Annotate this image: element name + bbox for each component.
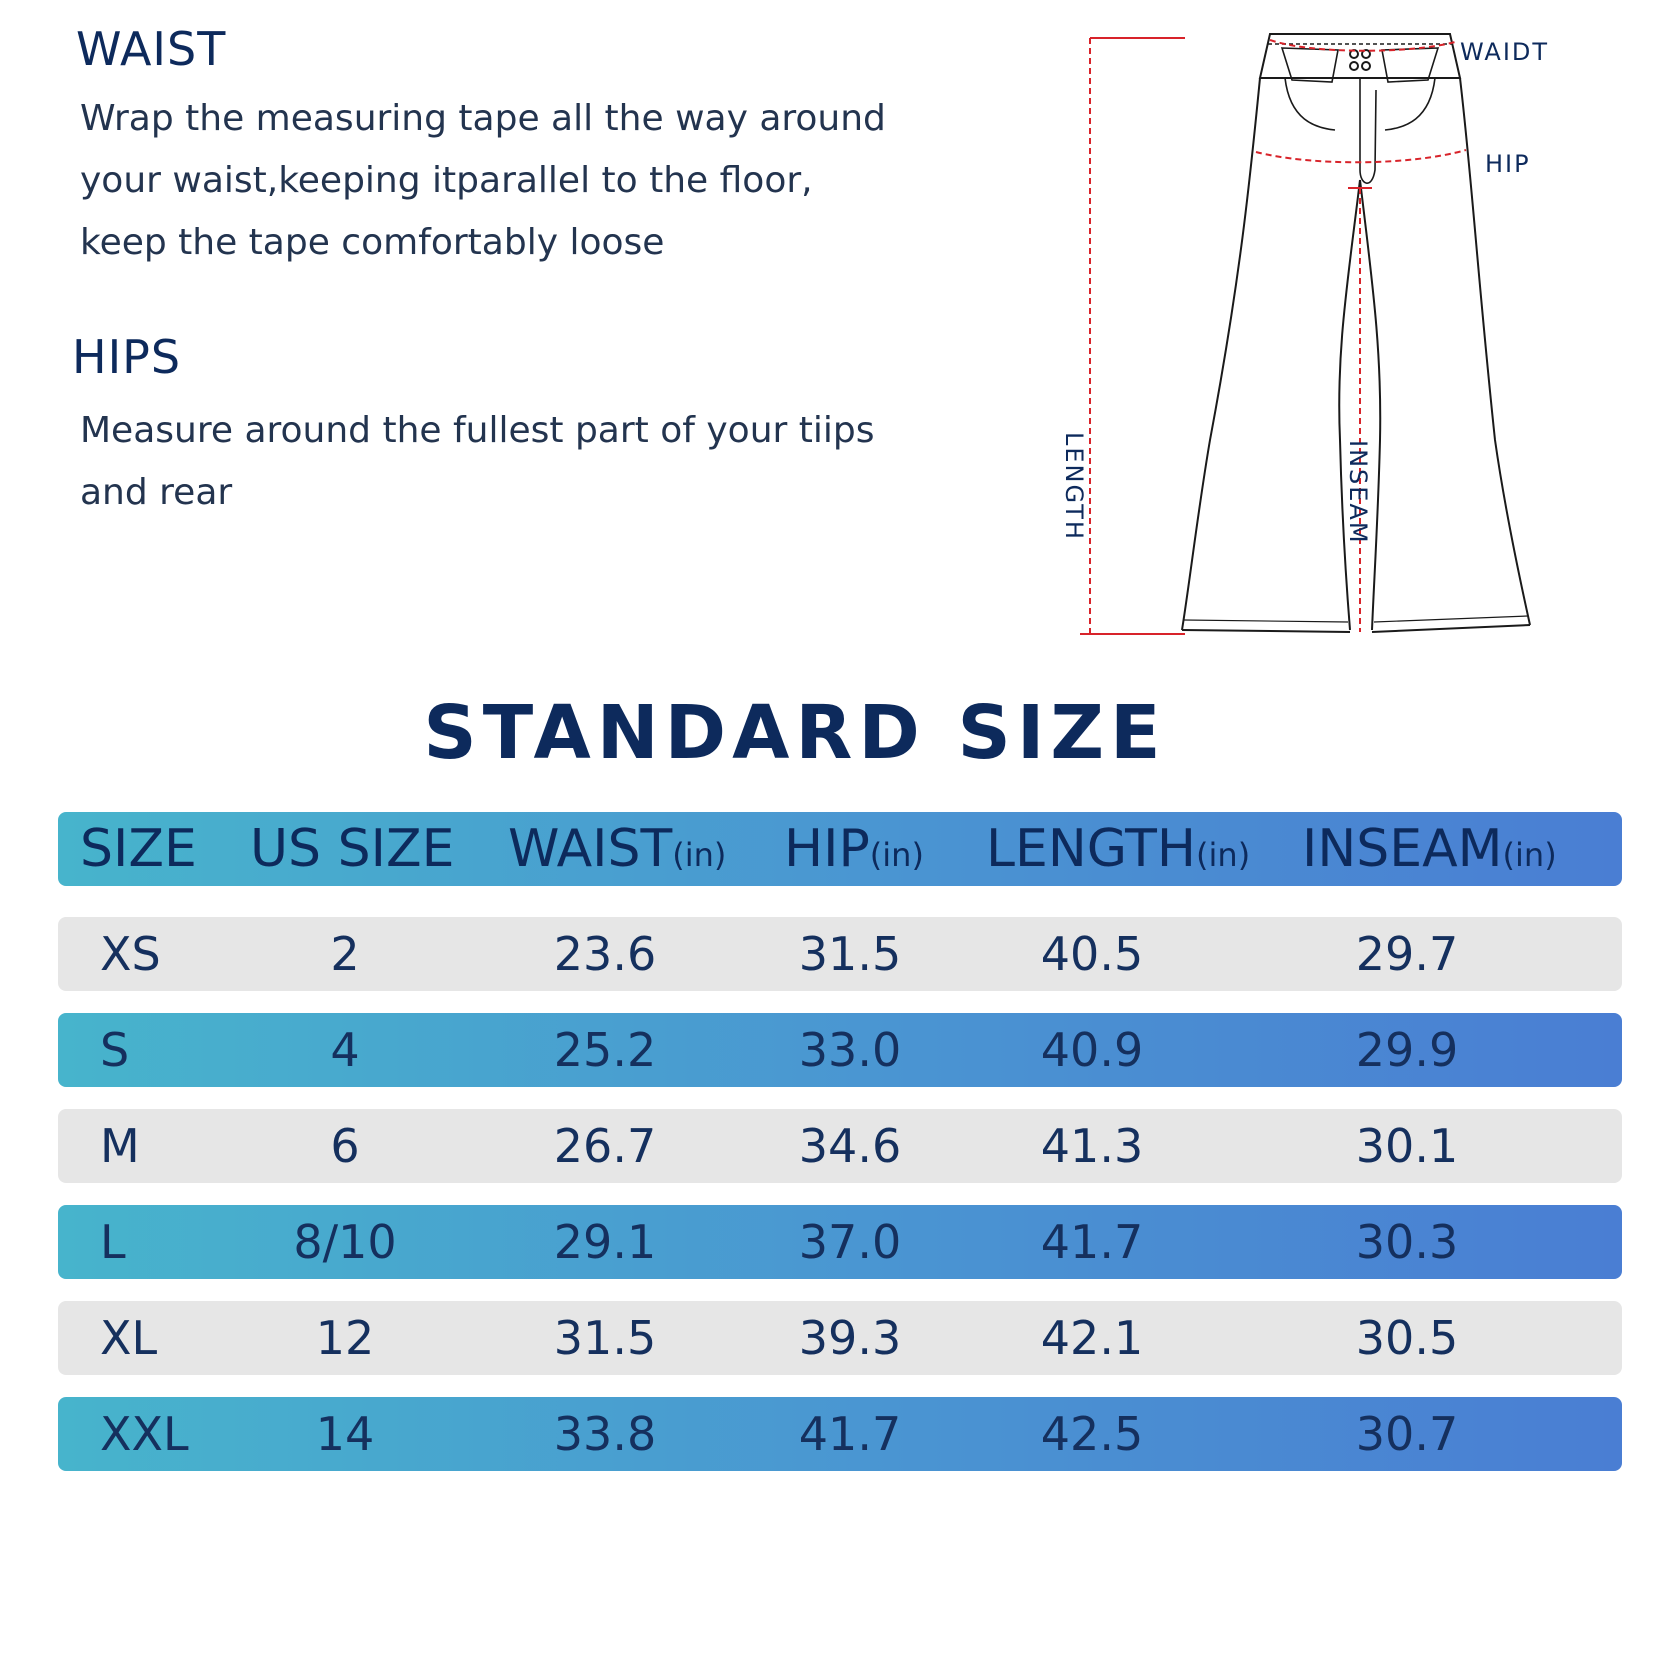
table-header-row <box>58 812 1622 886</box>
header-hip-label: HIP <box>784 819 870 879</box>
cell-hip: 39.3 <box>798 1311 902 1365</box>
cell-length: 41.3 <box>1040 1119 1144 1173</box>
cell-size: XS <box>100 927 161 981</box>
cell-inseam: 29.7 <box>1355 927 1459 981</box>
cell-hip: 33.0 <box>798 1023 902 1077</box>
cell-inseam: 30.7 <box>1355 1407 1459 1461</box>
cell-waist: 31.5 <box>553 1311 657 1365</box>
cell-length: 42.1 <box>1040 1311 1144 1365</box>
hips-line: and rear <box>80 472 233 513</box>
header-hip-unit: (in) <box>869 836 924 874</box>
cell-us-size: 12 <box>315 1311 375 1365</box>
cell-length: 40.9 <box>1040 1023 1144 1077</box>
cell-inseam: 30.5 <box>1355 1311 1459 1365</box>
header-waist-label: WAIST <box>508 819 673 879</box>
diagram-label-hip: HIP <box>1485 150 1531 178</box>
diagram-label-waist: WAIDT <box>1460 38 1550 66</box>
waist-line: your waist,keeping itparallel to the floor, <box>80 160 813 201</box>
cell-hip: 37.0 <box>798 1215 902 1269</box>
cell-length: 42.5 <box>1040 1407 1144 1461</box>
header-inseam-label: INSEAM <box>1302 819 1503 879</box>
standard-size-title: STANDARD SIZE <box>423 690 1167 776</box>
cell-us-size: 4 <box>330 1023 360 1077</box>
header-length-label: LENGTH <box>986 819 1197 879</box>
cell-waist: 26.7 <box>553 1119 657 1173</box>
cell-size: M <box>100 1119 140 1173</box>
cell-length: 40.5 <box>1040 927 1144 981</box>
cell-us-size: 6 <box>330 1119 360 1173</box>
cell-hip: 41.7 <box>798 1407 902 1461</box>
cell-us-size: 14 <box>315 1407 375 1461</box>
cell-hip: 34.6 <box>798 1119 902 1173</box>
cell-size: XL <box>100 1311 158 1365</box>
header-us-size: US SIZE <box>250 819 455 879</box>
table-row <box>58 1301 1622 1375</box>
hip-guide <box>1256 150 1466 162</box>
table-row <box>58 1013 1622 1087</box>
cell-inseam: 30.1 <box>1355 1119 1459 1173</box>
waist-heading: WAIST <box>76 22 227 76</box>
header-hip <box>784 812 924 886</box>
table-row <box>58 1205 1622 1279</box>
header-length-unit: (in) <box>1196 836 1251 874</box>
cell-waist: 29.1 <box>553 1215 657 1269</box>
header-inseam-unit: (in) <box>1502 836 1557 874</box>
diagram-label-length: LENGTH <box>1060 432 1088 541</box>
cell-waist: 33.8 <box>553 1407 657 1461</box>
waist-line: keep the tape comfortably loose <box>80 222 665 263</box>
header-size: SIZE <box>80 819 197 879</box>
header-waist-unit: (in) <box>672 836 727 874</box>
diagram-label-inseam: INSEAM <box>1344 440 1372 545</box>
cell-waist: 23.6 <box>553 927 657 981</box>
header-waist <box>508 812 726 886</box>
cell-us-size: 8/10 <box>293 1215 397 1269</box>
header-inseam <box>1302 812 1557 886</box>
cell-size: L <box>100 1215 126 1269</box>
cell-size: XXL <box>100 1407 189 1461</box>
table-row <box>58 917 1622 991</box>
cell-inseam: 30.3 <box>1355 1215 1459 1269</box>
hips-line: Measure around the fullest part of your tiips <box>80 410 875 451</box>
table-row <box>58 1109 1622 1183</box>
cell-us-size: 2 <box>330 927 360 981</box>
hips-heading: HIPS <box>72 330 182 384</box>
cell-hip: 31.5 <box>798 927 902 981</box>
cell-size: S <box>100 1023 130 1077</box>
cell-length: 41.7 <box>1040 1215 1144 1269</box>
header-length <box>986 812 1250 886</box>
waist-description <box>80 88 900 274</box>
hips-description <box>80 400 900 524</box>
table-row <box>58 1397 1622 1471</box>
cell-inseam: 29.9 <box>1355 1023 1459 1077</box>
measure-guides <box>1080 38 1466 634</box>
cell-waist: 25.2 <box>553 1023 657 1077</box>
waist-line: Wrap the measuring tape all the way around <box>80 98 886 139</box>
pants-diagram <box>1060 20 1630 640</box>
